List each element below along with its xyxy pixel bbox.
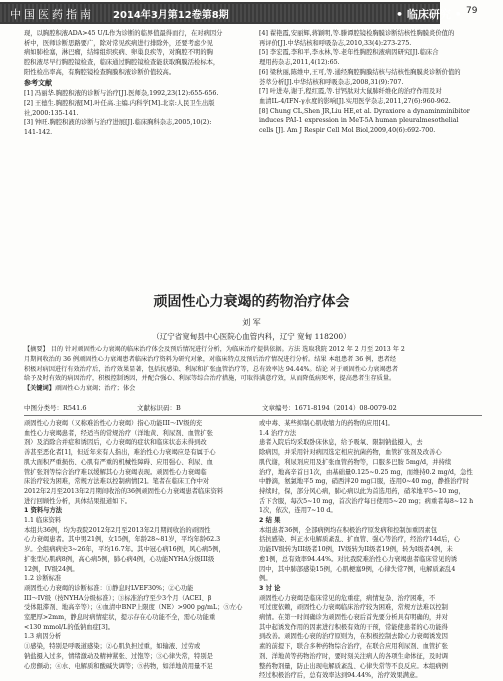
- reference-line: induces PAI-1 expression in MeT-5A human pleuralmesothelial: [259, 117, 459, 125]
- reference-line: 血清IL-4/IFN-γ水度的影响[J].实用医学杂志,2011,27(6):960-962.: [259, 97, 451, 105]
- abstract-block: [24, 345, 482, 394]
- text-line: 剂、洋地黄等药物治疗时，要时刻关注病人的各项生命体征，及时调: [259, 652, 448, 660]
- text-line: 中静滴，氨氯地平5 mg，硝西泮20 mg口服，连用0~40 mg，静推治疗时: [259, 478, 470, 486]
- subsection-heading: 1.2 诊断标准: [24, 575, 62, 583]
- reference-line: 荟萃分析[J].中华结核和呼吸杂志,2008,31(9):707.: [259, 78, 404, 86]
- text-line: 功能IV级转为III级者10例，IV级转为II级者19例，转为I级者4例，未: [259, 546, 453, 554]
- left-body-column: [24, 419, 248, 671]
- right-top-column: [259, 29, 483, 136]
- text-line: 持续时，保，部分风心病，肺心病以此为首选用药，硝苯地平5~10 mg，: [259, 487, 465, 495]
- abstract-line: 【摘要】 目的 针对顽固性心力衰竭的临床治疗体会及预后情况进行分析，为临床治疗提供依据。方法 选取我院 2012 年 2 月至 2013 年 2: [24, 346, 405, 353]
- reference-line: 141-142.: [24, 129, 53, 137]
- reference-line: [5] 李宏霞,李和平,李永林,等.老年性胸腔积液病因研究[J].临床合: [259, 49, 439, 57]
- text-line: 舌下含服，每次5~10 mg，首次治疗每日使用5~20 mg；病重者每8~12 h: [259, 497, 474, 505]
- left-top-column: [24, 29, 248, 138]
- reference-line: 理用药杂志,2011,4(12):65.: [259, 59, 340, 67]
- text-line: 整药物剂量，防止出现电解质紊乱、心律失常等不良反应。本组病例: [259, 662, 448, 670]
- text-line: 治疗，地高辛首日1次，由基础量0.125~0.25 mg，而维持0.2 mg/d，急性: [259, 468, 473, 476]
- reference-line: cells [J]. Am J Respir Cell Mol Biol,2009,40(6):692-700.: [259, 127, 436, 135]
- text-line: 其中起诱发作用的因素进行积极有效的干预，常能使患者的心功能得: [259, 623, 448, 631]
- reference-line: [7] 叶进寿,谢于,程红霞,等.甘钙肽对大鼠肺纤维化的治疗作用及对: [259, 88, 442, 96]
- text-line: 腔积液尽早行胸腔镜检查，临床通过胸腔镜检查能获取胸膜活检标本，: [24, 59, 220, 67]
- text-line: 病情。在第一时间确诊为顽固性心衰后首先要分析具有明确的，并对: [259, 614, 448, 622]
- text-line: 12例，IV级24例。: [24, 565, 79, 573]
- issue-info: 2014年3月第12卷第8期: [113, 10, 229, 21]
- text-line: 顽固性心力衰竭（又称难治性心力衰竭）指心功能III～IV级的充: [24, 420, 203, 427]
- keywords-label: 【关键词】: [24, 385, 55, 393]
- journal-name: 中国医药指南: [10, 8, 94, 21]
- text-line: 肌代谢，利尿剂应用及扩张血管药物等，口服多巴胺 5mg/d，并持续: [259, 458, 452, 466]
- text-line: ①感染，特别是呼吸道感染；②心肌负担过重，如输液、过劳或: [24, 643, 201, 651]
- right-body-column: [259, 419, 483, 681]
- reference-line: [6] 梁秋丽,陈维中,王可,等.通经胸腔胸膜结核与结核性胸膜炎诊断价值的: [259, 68, 461, 76]
- text-line: 或中毒、某些抑制心肌收缩力的药物的应用[4]。: [259, 420, 394, 427]
- reference-line: [1] 冯丽华.胸腔积液的诊断与治疗[J].医师杂,1992,23(12):655-656.: [24, 90, 219, 98]
- text-line: 心房颤动；④水、电解质和酸碱失调等；⑤药物，如洋地黄用量不足: [24, 662, 213, 670]
- keywords: 顽固性心力衰竭；治疗；体会: [54, 385, 136, 393]
- page-number: 79: [466, 6, 478, 16]
- text-line: 到改善。顽固性心衰的治疗原则为，在积极控制去除心力衰竭诱发因: [259, 633, 448, 641]
- text-line: 扩张型心肌病8例，高心病5例，肺心病4例，心功能NYHA分级III级: [24, 555, 215, 563]
- text-line: 本组患者36例，全部病例均在积极治疗原发病和控制加重因素包: [259, 526, 438, 534]
- reference-line: [3] 钟旺.胸腔积液的诊断与治疗进展[J].临床胸科杂志,2005,10(2):: [24, 119, 212, 127]
- text-line: 心力衰竭患者。其中男21例，女15例，年龄28~81岁，平均年龄62.3: [24, 536, 221, 544]
- subsection-heading: 1.4 治疗方法: [259, 429, 297, 437]
- article-author: 刘 军: [242, 318, 261, 327]
- text-line: 善甚至恶化者[1]，但近年来有人指出，难治性心力衰竭应是有属于心: [24, 449, 216, 457]
- text-line: 患者入院后均采取卧床休息，给予吸氧、限制钠盐摄入，去: [259, 439, 423, 447]
- running-header: [0, 0, 503, 26]
- text-line: 阳性检出率高，有胸腔镜检查胸膜积液诊断价值较高。: [24, 68, 176, 76]
- reference-line: [8] Chung CL,Shen JR,Liu HE,et al. Dyraxiore a dynaminminibitor: [259, 107, 470, 115]
- text-line: 床治疗较为困难，常规方法难以控制病情[2]。笔者在临床工作中对: [24, 478, 210, 486]
- text-line: 顽固性心力衰竭的诊断标准：①静息时LVEF30%；②心功能: [24, 584, 194, 592]
- text-line: 2012年2月至2013年2月期间收治的36例顽固性心力衰竭患者临床资料: [24, 487, 224, 495]
- abstract-line: 积极对病因进行有效治疗后，治疗效果显著，包括抗感染、利尿和扩张血管治疗等，总有效率达 94.44%。结论 对于顽固性心力衰竭患者: [24, 365, 399, 373]
- text-line: 岁。全组病病史3~26年，平均16.7年。其中冠心病16例，风心病5例，: [24, 546, 225, 554]
- text-line: 括抗感染、纠正水电解质紊乱、扩血管、强心等治疗，经治疗14d后，心: [259, 536, 460, 544]
- text-line: 析中，医师诊断思路要广，除对常见疾病进行排除外，还要考虑少见: [24, 39, 213, 47]
- subsection-heading: 1.1 临床资料: [24, 517, 62, 525]
- text-line: 剂）及消除合并症和诱因后，心力衰竭的症状和临床状态未得到改: [24, 439, 207, 447]
- abstract-line: 给予及时有效的病因治疗，积极控制诱因，并配合强心、利尿等综合治疗措施，可取得满意疗效，从而降低病死率，提高患者生存质量。: [24, 375, 396, 383]
- text-line: 顽固性心力衰竭是临床常见的危重症，病情复杂、治疗困难，不: [259, 594, 436, 602]
- references-heading: 参考文献: [24, 78, 52, 87]
- text-line: 进行回顾性分析，具体结果报道如下。: [24, 497, 132, 505]
- author-affiliation: （辽宁省宽甸县中心医院心血管内科，辽宁 宽甸 118200）: [152, 332, 351, 341]
- text-line: 例。: [259, 575, 272, 583]
- text-line: 因中，其中肺部感染15例，心肌梗塞9例，心律失常7例，电解质紊乱4: [259, 565, 456, 573]
- subsection-heading: 1.3 病因分析: [24, 633, 62, 641]
- reference-line: 再评价[J].中华结核和呼吸杂志,2010,33(4):273-275.: [259, 39, 412, 47]
- text-line: 血性心力衰竭患者，经适当的常规治疗（洋地黄、利尿剂、血管扩张: [24, 429, 213, 437]
- text-line: 室肥厚>2mm，静息时病情症状，提示存在心功能不全，需心功能重: [24, 614, 216, 622]
- section-label: • 临床研究 •: [396, 8, 462, 21]
- text-line: 可过度依赖，顽固性心力衰竭临床治疗较为困难，常规方法难以控制: [259, 604, 448, 612]
- clc-number: 中图分类号：R541.6: [24, 404, 87, 412]
- text-line: III～IV级（按NYHA分级标准）；③标准治疗至少3个月（ACEI、β: [24, 594, 212, 602]
- text-line: 愈1例，总有效率94.44%。对比我院难治性心力衰竭患者临床常见的诱: [259, 555, 458, 563]
- article-number: 文章编号：1671-8194（2014）08-0079-02: [262, 404, 397, 412]
- abstract-line: 月期间收治的 36 例顽固性心力衰竭患者临床治疗资料为研究对象，对临床特点及预后治疗情况进行分析。结果 本组患者 36 例，患者经: [24, 355, 397, 363]
- section-heading: 1 资料与方法: [24, 507, 63, 515]
- text-line: 病如肺栓塞，淋巴瘤，结缔组织疾病、卵巢良疾等，对胸腔不明的胸: [24, 49, 213, 57]
- text-line: 现，以胸腔积液ADA>45 U/L作为诊断的临界值最得而行，在对病因分: [24, 30, 223, 37]
- text-line: 经过积极治疗后，总有效率达到94.44%，治疗效果满意。: [259, 672, 422, 680]
- reference-line: [2] 王德生.胸腔积液[M].叶任高.主编.内科学[M].北京:人民卫生出版: [24, 99, 215, 107]
- section-heading: 3 讨 论: [259, 584, 281, 592]
- section-divider: [24, 415, 482, 416]
- text-line: 1次，依次，连用7~10 d。: [259, 507, 337, 515]
- reference-line: 社,2000:135-141.: [24, 109, 79, 117]
- text-line: 素的前提下，联合多种药物综合治疗，在联合应用利尿剂、血管扩张: [259, 643, 448, 651]
- reference-line: [4] 翟艳霞,安丽辉,蒋颖明,等.滕谭腔镜检胸膜诊断结核性胸膜炎价值的: [259, 30, 455, 37]
- text-line: <130 mmol/L的低钠血症[3]。: [24, 623, 115, 631]
- text-line: 肌大面积严重损伤、心肌有严重的机械性障碍、应用强心、利尿、血: [24, 458, 213, 466]
- text-line: 除病因，并采用针对病因选定相应抗菌药物，血管扩张剂及改善心: [259, 449, 442, 457]
- article-title: 顽固性心力衰竭的药物治疗体会: [153, 294, 350, 310]
- text-line: 受体阻滞剂、地高辛等）；④血清中BNP上限度（NE）>900 pg/mL；⑤左心: [24, 604, 243, 612]
- section-heading: 2 结 果: [259, 517, 281, 525]
- document-code: 文献标识码：B: [137, 404, 181, 412]
- text-line: 钠盐摄入过多，情绪激动及精神紧张、过饱等；③心律失常，特别是: [24, 652, 213, 660]
- text-line: 管扩张剂等综合治疗难以缓解其心力衰竭表现。顽固性心力衰竭临: [24, 468, 207, 476]
- keywords-line: [24, 384, 482, 394]
- text-line: 本组共36例，均为我院2012年2月至2013年2月期间收治的顽固性: [24, 526, 211, 534]
